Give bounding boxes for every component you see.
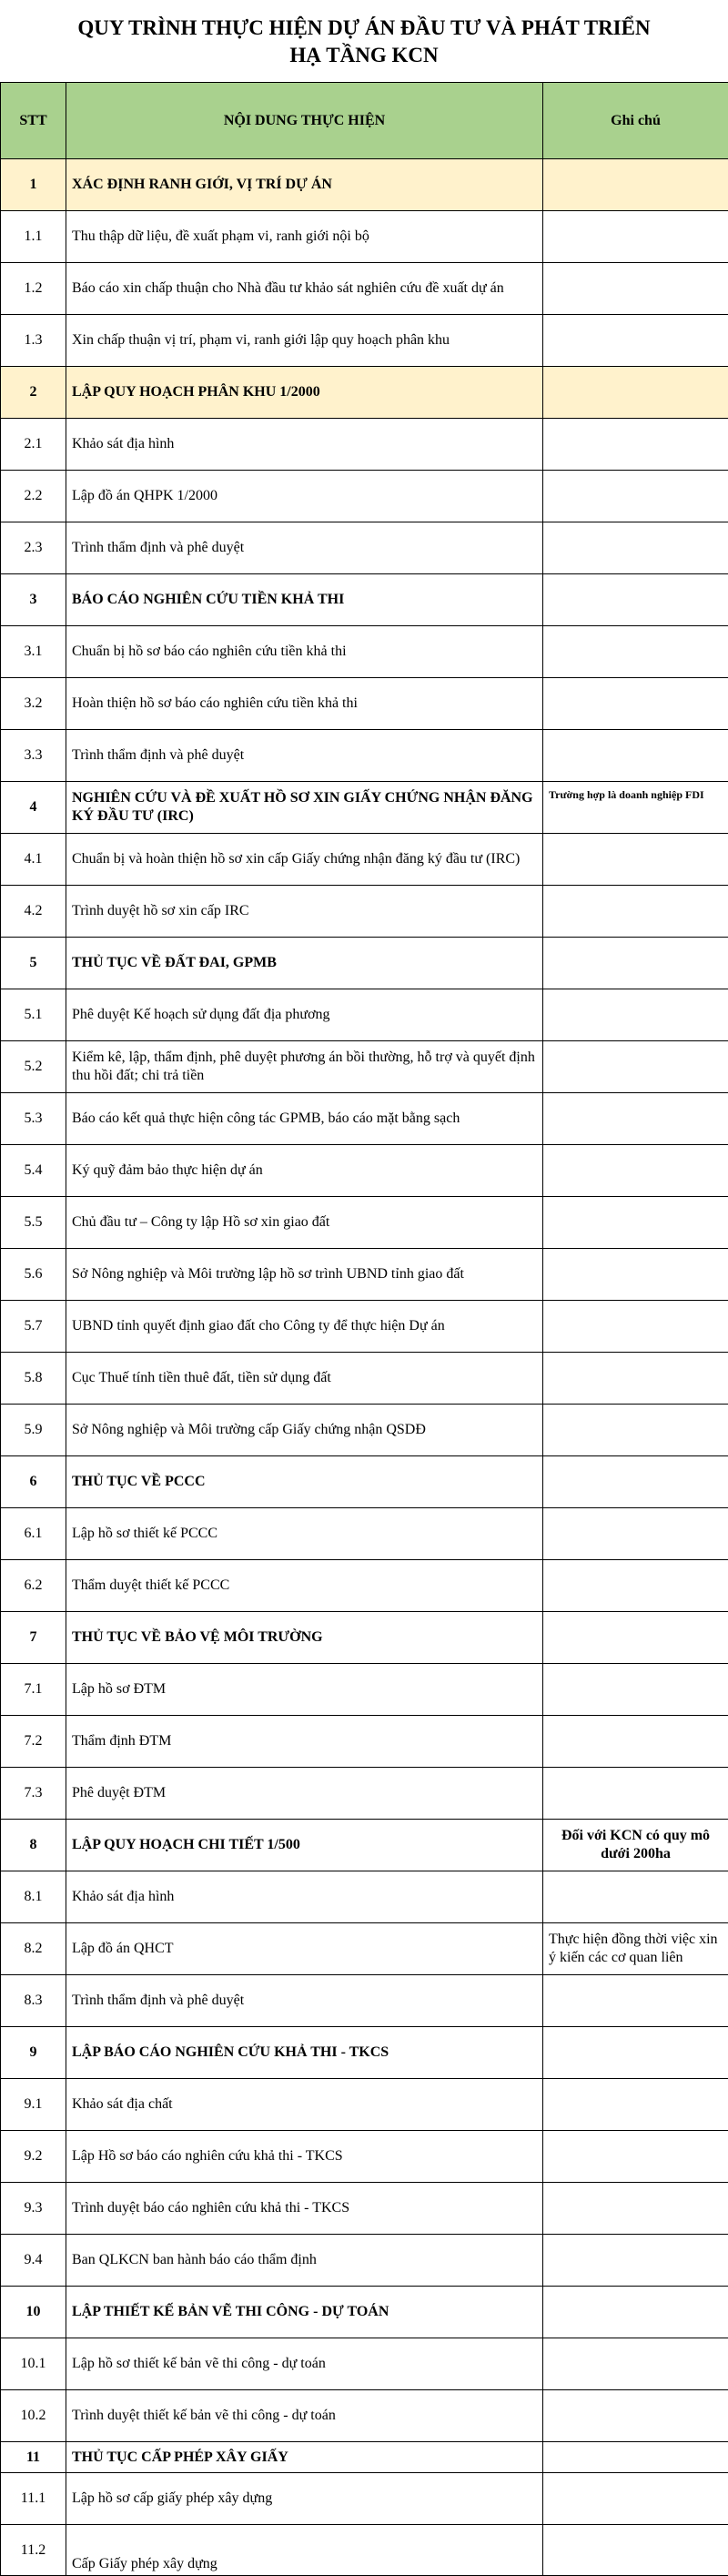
- row-stt: 4: [1, 782, 66, 834]
- row-content: Trình duyệt thiết kế bản vẽ thi công - dự toán: [66, 2390, 543, 2442]
- row-note: [543, 1871, 728, 1923]
- table-row: [1, 1145, 728, 1197]
- row-stt: 4.1: [1, 834, 66, 886]
- row-stt: 5.1: [1, 989, 66, 1041]
- table-row: [1, 2473, 728, 2525]
- row-note: [543, 2390, 728, 2442]
- row-content: Khảo sát địa chất: [66, 2079, 543, 2131]
- row-stt: 11.1: [1, 2473, 66, 2525]
- row-content: Sở Nông nghiệp và Môi trường cấp Giấy chứng nhận QSDĐ: [66, 1405, 543, 1456]
- row-note: [543, 1664, 728, 1716]
- row-note: [543, 471, 728, 522]
- table-row: [1, 678, 728, 730]
- table-row: [1, 989, 728, 1041]
- row-content: Lập hồ sơ cấp giấy phép xây dựng: [66, 2473, 543, 2525]
- row-note: [543, 938, 728, 989]
- row-note: [543, 1768, 728, 1820]
- table-row: [1, 2235, 728, 2287]
- table-row: [1, 1768, 728, 1820]
- process-table: [0, 82, 728, 2576]
- row-stt: 5.4: [1, 1145, 66, 1197]
- row-note: Đối với KCN có quy mô dưới 200ha: [543, 1820, 728, 1871]
- row-note: [543, 1612, 728, 1664]
- row-stt: 7.2: [1, 1716, 66, 1768]
- row-note: [543, 2235, 728, 2287]
- row-content: Trình thẩm định và phê duyệt: [66, 522, 543, 574]
- row-stt: 1.2: [1, 263, 66, 315]
- row-note: [543, 159, 728, 211]
- row-content: Chủ đầu tư – Công ty lập Hồ sơ xin giao đất: [66, 1197, 543, 1249]
- row-stt: 9.1: [1, 2079, 66, 2131]
- row-stt: 8.2: [1, 1923, 66, 1975]
- row-stt: 3.2: [1, 678, 66, 730]
- row-note: [543, 1197, 728, 1249]
- section-row: [1, 159, 728, 211]
- section-row: [1, 2442, 728, 2473]
- row-stt: 9.3: [1, 2183, 66, 2235]
- row-stt: 5.6: [1, 1249, 66, 1301]
- row-stt: 4.2: [1, 886, 66, 938]
- row-note: [543, 2338, 728, 2390]
- row-content: LẬP QUY HOẠCH PHÂN KHU 1/2000: [66, 367, 543, 419]
- row-stt: 9: [1, 2027, 66, 2079]
- row-content: XÁC ĐỊNH RANH GIỚI, VỊ TRÍ DỰ ÁN: [66, 159, 543, 211]
- row-note: [543, 2442, 728, 2473]
- row-stt: 9.4: [1, 2235, 66, 2287]
- row-content: Thẩm duyệt thiết kế PCCC: [66, 1560, 543, 1612]
- table-row: [1, 1716, 728, 1768]
- table-row: [1, 1301, 728, 1353]
- table-row: [1, 1923, 728, 1975]
- row-stt: 1.1: [1, 211, 66, 263]
- table-row: [1, 2079, 728, 2131]
- table-row: [1, 263, 728, 315]
- row-note: [543, 315, 728, 367]
- table-row: [1, 1871, 728, 1923]
- row-stt: 10.2: [1, 2390, 66, 2442]
- row-stt: 9.2: [1, 2131, 66, 2183]
- table-row: [1, 886, 728, 938]
- row-stt: 1.3: [1, 315, 66, 367]
- row-note: [543, 263, 728, 315]
- row-content: THỦ TỤC VỀ BẢO VỆ MÔI TRƯỜNG: [66, 1612, 543, 1664]
- section-row: [1, 2287, 728, 2338]
- row-content: Thẩm định ĐTM: [66, 1716, 543, 1768]
- table-row: [1, 1975, 728, 2027]
- row-stt: 2.3: [1, 522, 66, 574]
- row-note: [543, 626, 728, 678]
- row-note: [543, 1405, 728, 1456]
- row-note: [543, 574, 728, 626]
- row-content: Trình thẩm định và phê duyệt: [66, 730, 543, 782]
- row-note: [543, 522, 728, 574]
- table-row: [1, 315, 728, 367]
- table-row: [1, 1093, 728, 1145]
- row-content: Phê duyệt ĐTM: [66, 1768, 543, 1820]
- row-content: Khảo sát địa hình: [66, 1871, 543, 1923]
- row-stt: 3.1: [1, 626, 66, 678]
- row-content: Trình duyệt báo cáo nghiên cứu khả thi - TKCS: [66, 2183, 543, 2235]
- row-stt: 8: [1, 1820, 66, 1871]
- row-note: [543, 2525, 728, 2576]
- row-note: [543, 1456, 728, 1508]
- row-note: [543, 1249, 728, 1301]
- row-note: [543, 678, 728, 730]
- row-content: Khảo sát địa hình: [66, 419, 543, 471]
- row-content: Lập hồ sơ ĐTM: [66, 1664, 543, 1716]
- row-content: Lập đồ án QHCT: [66, 1923, 543, 1975]
- table-row: [1, 2183, 728, 2235]
- row-content: Kiểm kê, lập, thẩm định, phê duyệt phương án bồi thường, hỗ trợ và quyết định thu hồi đất; chi trả tiền: [66, 1041, 543, 1093]
- row-content: Lập Hồ sơ báo cáo nghiên cứu khả thi - TKCS: [66, 2131, 543, 2183]
- table-row: [1, 2338, 728, 2390]
- table-row: [1, 2525, 728, 2576]
- table-row: [1, 626, 728, 678]
- row-stt: 1: [1, 159, 66, 211]
- table-row: [1, 419, 728, 471]
- document-title: [0, 0, 728, 82]
- section-row: [1, 2027, 728, 2079]
- section-row: [1, 782, 728, 834]
- header-content: NỘI DUNG THỰC HIỆN: [66, 83, 543, 159]
- row-note: Trường hợp là doanh nghiệp FDI: [543, 782, 728, 834]
- row-note: [543, 367, 728, 419]
- row-note: [543, 211, 728, 263]
- row-stt: 5.2: [1, 1041, 66, 1093]
- row-stt: 10.1: [1, 2338, 66, 2390]
- table-row: [1, 1508, 728, 1560]
- row-stt: 11: [1, 2442, 66, 2473]
- row-note: [543, 1508, 728, 1560]
- section-row: [1, 938, 728, 989]
- row-content: UBND tỉnh quyết định giao đất cho Công ty để thực hiện Dự án: [66, 1301, 543, 1353]
- row-note: [543, 989, 728, 1041]
- section-row: [1, 1612, 728, 1664]
- row-note: [543, 2079, 728, 2131]
- row-content: Báo cáo xin chấp thuận cho Nhà đầu tư khảo sát nghiên cứu đề xuất dự án: [66, 263, 543, 315]
- table-row: [1, 2390, 728, 2442]
- row-stt: 5.3: [1, 1093, 66, 1145]
- row-note: [543, 1716, 728, 1768]
- table-row: [1, 730, 728, 782]
- section-row: [1, 574, 728, 626]
- row-content: BÁO CÁO NGHIÊN CỨU TIỀN KHẢ THI: [66, 574, 543, 626]
- row-content: Phê duyệt Kế hoạch sử dụng đất địa phương: [66, 989, 543, 1041]
- row-content: Lập hồ sơ thiết kế PCCC: [66, 1508, 543, 1560]
- row-content: Ban QLKCN ban hành báo cáo thẩm định: [66, 2235, 543, 2287]
- title-line-2: HẠ TẦNG KCN: [0, 42, 728, 69]
- row-note: [543, 1145, 728, 1197]
- table-row: [1, 1664, 728, 1716]
- row-content: Chuẩn bị hồ sơ báo cáo nghiên cứu tiền khả thi: [66, 626, 543, 678]
- row-content: Trình duyệt hồ sơ xin cấp IRC: [66, 886, 543, 938]
- row-note: [543, 730, 728, 782]
- row-content: Hoàn thiện hồ sơ báo cáo nghiên cứu tiền khả thi: [66, 678, 543, 730]
- row-stt: 2.2: [1, 471, 66, 522]
- row-content: Xin chấp thuận vị trí, phạm vi, ranh giới lập quy hoạch phân khu: [66, 315, 543, 367]
- row-content: LẬP THIẾT KẾ BẢN VẼ THI CÔNG - DỰ TOÁN: [66, 2287, 543, 2338]
- row-stt: 5.7: [1, 1301, 66, 1353]
- row-stt: 3: [1, 574, 66, 626]
- table-row: [1, 834, 728, 886]
- row-note: [543, 2473, 728, 2525]
- table-row: [1, 1353, 728, 1405]
- table-row: [1, 1249, 728, 1301]
- row-stt: 5.8: [1, 1353, 66, 1405]
- row-content: Cục Thuế tính tiền thuê đất, tiền sử dụng đất: [66, 1353, 543, 1405]
- row-stt: 8.3: [1, 1975, 66, 2027]
- row-content: THỦ TỤC VỀ ĐẤT ĐAI, GPMB: [66, 938, 543, 989]
- row-stt: 6.2: [1, 1560, 66, 1612]
- row-note: [543, 419, 728, 471]
- table-row: [1, 1041, 728, 1093]
- row-content: THỦ TỤC CẤP PHÉP XÂY GIẤY: [66, 2442, 543, 2473]
- row-note: Thực hiện đồng thời việc xin ý kiến các cơ quan liên: [543, 1923, 728, 1975]
- row-stt: 5: [1, 938, 66, 989]
- row-note: [543, 834, 728, 886]
- row-note: [543, 2131, 728, 2183]
- row-note: [543, 2183, 728, 2235]
- row-stt: 6: [1, 1456, 66, 1508]
- row-note: [543, 886, 728, 938]
- row-stt: 2.1: [1, 419, 66, 471]
- row-note: [543, 2287, 728, 2338]
- table-row: [1, 1560, 728, 1612]
- table-row: [1, 471, 728, 522]
- table-row: [1, 522, 728, 574]
- row-stt: 10: [1, 2287, 66, 2338]
- row-content: LẬP BÁO CÁO NGHIÊN CỨU KHẢ THI - TKCS: [66, 2027, 543, 2079]
- row-note: [543, 1975, 728, 2027]
- table-row: [1, 1405, 728, 1456]
- row-content: Thu thập dữ liệu, đề xuất phạm vi, ranh giới nội bộ: [66, 211, 543, 263]
- row-note: [543, 2027, 728, 2079]
- row-note: [543, 1041, 728, 1093]
- row-content: THỦ TỤC VỀ PCCC: [66, 1456, 543, 1508]
- section-row: [1, 1456, 728, 1508]
- row-stt: 8.1: [1, 1871, 66, 1923]
- row-content: LẬP QUY HOẠCH CHI TIẾT 1/500: [66, 1820, 543, 1871]
- row-note: [543, 1301, 728, 1353]
- table-header-row: [1, 83, 728, 159]
- row-stt: 11.2: [1, 2525, 66, 2576]
- row-note: [543, 1560, 728, 1612]
- row-content: NGHIÊN CỨU VÀ ĐỀ XUẤT HỒ SƠ XIN GIẤY CHỨNG NHẬN ĐĂNG KÝ ĐẦU TƯ (IRC): [66, 782, 543, 834]
- row-content: Lập hồ sơ thiết kế bản vẽ thi công - dự toán: [66, 2338, 543, 2390]
- row-content: Chuẩn bị và hoàn thiện hồ sơ xin cấp Giấy chứng nhận đăng ký đầu tư (IRC): [66, 834, 543, 886]
- section-row: [1, 367, 728, 419]
- title-line-1: QUY TRÌNH THỰC HIỆN DỰ ÁN ĐẦU TƯ VÀ PHÁT TRIỂN: [0, 15, 728, 42]
- row-note: [543, 1093, 728, 1145]
- table-row: [1, 211, 728, 263]
- row-content: Sở Nông nghiệp và Môi trường lập hồ sơ trình UBND tỉnh giao đất: [66, 1249, 543, 1301]
- header-stt: STT: [1, 83, 66, 159]
- table-row: [1, 2131, 728, 2183]
- table-body: [1, 159, 728, 2576]
- row-stt: 6.1: [1, 1508, 66, 1560]
- row-content: Cấp Giấy phép xây dựng: [66, 2525, 543, 2576]
- table-row: [1, 1197, 728, 1249]
- row-stt: 7: [1, 1612, 66, 1664]
- header-note: Ghi chú: [543, 83, 728, 159]
- row-content: Trình thẩm định và phê duyệt: [66, 1975, 543, 2027]
- row-stt: 7.3: [1, 1768, 66, 1820]
- row-note: [543, 1353, 728, 1405]
- row-content: Báo cáo kết quả thực hiện công tác GPMB, báo cáo mặt bằng sạch: [66, 1093, 543, 1145]
- row-stt: 2: [1, 367, 66, 419]
- row-stt: 3.3: [1, 730, 66, 782]
- section-row: [1, 1820, 728, 1871]
- row-stt: 5.5: [1, 1197, 66, 1249]
- row-stt: 5.9: [1, 1405, 66, 1456]
- row-content: Ký quỹ đảm bảo thực hiện dự án: [66, 1145, 543, 1197]
- row-stt: 7.1: [1, 1664, 66, 1716]
- row-content: Lập đồ án QHPK 1/2000: [66, 471, 543, 522]
